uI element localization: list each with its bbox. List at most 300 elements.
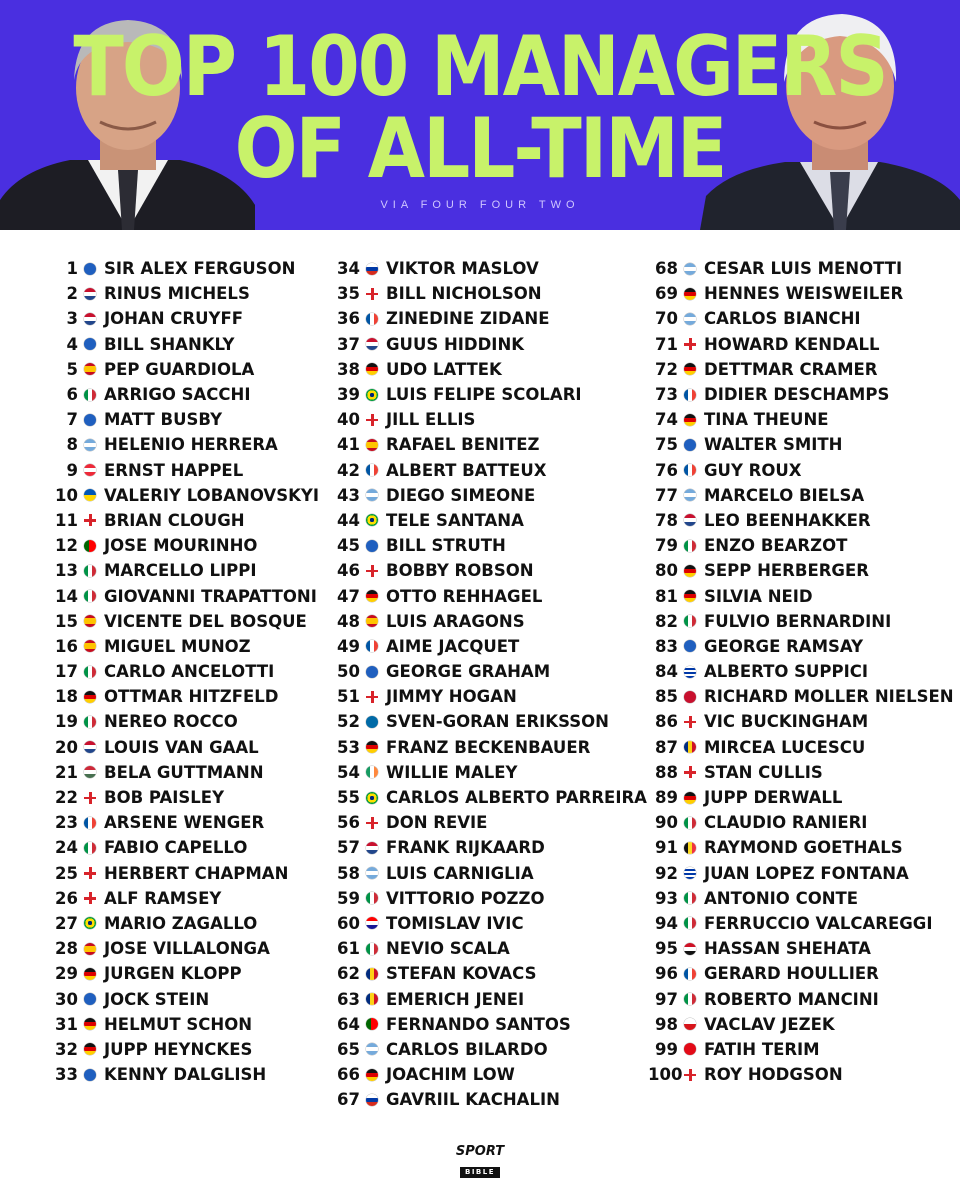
manager-name: JUPP DERWALL (704, 788, 843, 808)
manager-rank: 37 (337, 334, 360, 354)
country-flag-icon (684, 514, 696, 526)
country-flag-icon (84, 867, 96, 879)
manager-rank: 83 (655, 636, 678, 656)
manager-name: FRANK RIJKAARD (386, 838, 545, 858)
country-flag-icon (684, 917, 696, 929)
manager-name: ARSENE WENGER (104, 813, 265, 833)
manager-rank: 46 (337, 561, 360, 581)
country-flag-icon (684, 338, 696, 350)
country-flag-icon (366, 666, 378, 678)
manager-row (330, 986, 647, 1011)
manager-name: FATIH TERIM (704, 1039, 820, 1059)
manager-rank: 82 (655, 611, 678, 631)
manager-rank: 48 (337, 611, 360, 631)
manager-row (330, 684, 647, 709)
header-banner (0, 0, 960, 230)
manager-row (648, 281, 954, 306)
manager-rank: 97 (655, 989, 678, 1009)
manager-row (48, 1037, 319, 1062)
manager-rank: 93 (655, 888, 678, 908)
manager-rank: 22 (55, 788, 78, 808)
country-flag-icon (366, 590, 378, 602)
manager-name: DIEGO SIMEONE (386, 485, 536, 505)
manager-row (330, 558, 647, 583)
manager-name: JURGEN KLOPP (104, 964, 242, 984)
manager-rank: 80 (655, 561, 678, 581)
country-flag-icon (366, 514, 378, 526)
manager-row (330, 382, 647, 407)
manager-name: SVEN-GORAN ERIKSSON (386, 712, 609, 732)
manager-row (48, 533, 319, 558)
manager-row (648, 709, 954, 734)
manager-name: DIDIER DESCHAMPS (704, 385, 890, 405)
manager-rank: 15 (55, 611, 78, 631)
manager-name: FABIO CAPELLO (104, 838, 248, 858)
manager-row (48, 256, 319, 281)
manager-name: RICHARD MOLLER NIELSEN (704, 687, 954, 707)
manager-rank: 73 (655, 385, 678, 405)
manager-rank: 2 (66, 284, 78, 304)
country-flag-icon (684, 867, 696, 879)
manager-row (48, 835, 319, 860)
manager-row (330, 886, 647, 911)
manager-row (48, 961, 319, 986)
manager-name: HOWARD KENDALL (704, 334, 880, 354)
manager-row (648, 407, 954, 432)
manager-name: JOACHIM LOW (386, 1065, 515, 1085)
title-line-1: TOP 100 MANAGERS (73, 18, 887, 116)
manager-row (48, 659, 319, 684)
manager-rank: 98 (655, 1014, 678, 1034)
manager-row (48, 357, 319, 382)
manager-rank: 30 (55, 989, 78, 1009)
manager-row (648, 332, 954, 357)
manager-row (48, 709, 319, 734)
manager-rank: 67 (337, 1090, 360, 1110)
country-flag-icon (366, 741, 378, 753)
manager-rank: 95 (655, 939, 678, 959)
manager-row (48, 986, 319, 1011)
manager-name: HASSAN SHEHATA (704, 939, 871, 959)
country-flag-icon (366, 968, 378, 980)
manager-row (648, 306, 954, 331)
manager-row (648, 458, 954, 483)
manager-rank: 99 (655, 1039, 678, 1059)
country-flag-icon (684, 313, 696, 325)
manager-row (48, 861, 319, 886)
manager-name: ROY HODGSON (704, 1065, 843, 1085)
manager-rank: 31 (55, 1014, 78, 1034)
manager-name: NEREO ROCCO (104, 712, 238, 732)
manager-name: JUPP HEYNCKES (104, 1039, 253, 1059)
manager-row (48, 281, 319, 306)
manager-row (330, 936, 647, 961)
country-flag-icon (684, 540, 696, 552)
manager-row (48, 936, 319, 961)
manager-row (330, 508, 647, 533)
country-flag-icon (684, 792, 696, 804)
manager-name: VACLAV JEZEK (704, 1014, 835, 1034)
manager-name: BELA GUTTMANN (104, 762, 264, 782)
country-flag-icon (684, 716, 696, 728)
manager-name: LOUIS VAN GAAL (104, 737, 259, 757)
country-flag-icon (84, 313, 96, 325)
manager-name: BRIAN CLOUGH (104, 510, 245, 530)
manager-rank: 34 (337, 259, 360, 279)
manager-rank: 5 (66, 359, 78, 379)
country-flag-icon (84, 288, 96, 300)
manager-row (330, 483, 647, 508)
country-flag-icon (366, 716, 378, 728)
manager-row (648, 735, 954, 760)
manager-name: GERARD HOULLIER (704, 964, 879, 984)
manager-rank: 28 (55, 939, 78, 959)
manager-row (648, 432, 954, 457)
manager-row (330, 634, 647, 659)
manager-rank: 54 (337, 762, 360, 782)
manager-rank: 16 (55, 636, 78, 656)
logo-top-text: SPORT (455, 1144, 505, 1159)
country-flag-icon (366, 464, 378, 476)
manager-rank: 23 (55, 813, 78, 833)
manager-rank: 84 (655, 662, 678, 682)
manager-name: HELENIO HERRERA (104, 435, 278, 455)
manager-row (48, 306, 319, 331)
country-flag-icon (366, 313, 378, 325)
manager-name: BILL NICHOLSON (386, 284, 542, 304)
manager-rank: 100 (648, 1065, 683, 1085)
country-flag-icon (84, 540, 96, 552)
manager-row (648, 357, 954, 382)
manager-row (648, 1062, 954, 1087)
manager-rank: 85 (655, 687, 678, 707)
manager-name: JOSE VILLALONGA (104, 939, 270, 959)
manager-rank: 57 (337, 838, 360, 858)
manager-name: LEO BEENHAKKER (704, 510, 871, 530)
country-flag-icon (84, 263, 96, 275)
manager-rank: 90 (655, 813, 678, 833)
manager-rank: 78 (655, 510, 678, 530)
country-flag-icon (684, 615, 696, 627)
country-flag-icon (84, 716, 96, 728)
manager-rank: 75 (655, 435, 678, 455)
country-flag-icon (684, 1043, 696, 1055)
manager-row (330, 1037, 647, 1062)
country-flag-icon (684, 640, 696, 652)
manager-name: JILL ELLIS (386, 410, 476, 430)
manager-row (648, 760, 954, 785)
manager-row (330, 306, 647, 331)
manager-row (648, 886, 954, 911)
manager-rank: 13 (55, 561, 78, 581)
manager-rank: 63 (337, 989, 360, 1009)
country-flag-icon (366, 792, 378, 804)
country-flag-icon (684, 414, 696, 426)
manager-name: PEP GUARDIOLA (104, 359, 255, 379)
manager-name: ARRIGO SACCHI (104, 385, 251, 405)
country-flag-icon (684, 389, 696, 401)
manager-row (330, 810, 647, 835)
manager-rank: 6 (66, 385, 78, 405)
manager-row (330, 760, 647, 785)
manager-row (48, 634, 319, 659)
country-flag-icon (84, 439, 96, 451)
country-flag-icon (84, 1043, 96, 1055)
manager-row (48, 1062, 319, 1087)
manager-row (48, 810, 319, 835)
manager-name: GEORGE RAMSAY (704, 636, 864, 656)
manager-rank: 55 (337, 788, 360, 808)
manager-column-3 (648, 256, 954, 1087)
manager-row (48, 886, 319, 911)
manager-name: MARCELLO LIPPI (104, 561, 257, 581)
manager-name: JOSE MOURINHO (104, 536, 258, 556)
manager-row (48, 458, 319, 483)
manager-row (648, 634, 954, 659)
manager-name: OTTMAR HITZFELD (104, 687, 279, 707)
manager-rank: 35 (337, 284, 360, 304)
manager-name: BOB PAISLEY (104, 788, 225, 808)
manager-name: CESAR LUIS MENOTTI (704, 259, 903, 279)
manager-name: JIMMY HOGAN (386, 687, 517, 707)
manager-rank: 21 (55, 762, 78, 782)
manager-name: SEPP HERBERGER (704, 561, 869, 581)
manager-row (48, 735, 319, 760)
manager-row (648, 936, 954, 961)
manager-rank: 10 (55, 485, 78, 505)
manager-row (648, 483, 954, 508)
manager-rank: 52 (337, 712, 360, 732)
country-flag-icon (366, 414, 378, 426)
country-flag-icon (684, 666, 696, 678)
country-flag-icon (84, 565, 96, 577)
manager-row (48, 508, 319, 533)
manager-name: DETTMAR CRAMER (704, 359, 878, 379)
manager-name: CARLOS BILARDO (386, 1039, 548, 1059)
manager-row (330, 609, 647, 634)
manager-name: LUIS FELIPE SCOLARI (386, 385, 582, 405)
manager-row (330, 407, 647, 432)
country-flag-icon (684, 817, 696, 829)
manager-rank: 53 (337, 737, 360, 757)
manager-row (648, 861, 954, 886)
country-flag-icon (366, 1018, 378, 1030)
manager-rank: 25 (55, 863, 78, 883)
manager-row (48, 609, 319, 634)
country-flag-icon (366, 1094, 378, 1106)
country-flag-icon (366, 817, 378, 829)
manager-name: SILVIA NEID (704, 586, 813, 606)
manager-row (648, 986, 954, 1011)
manager-name: FULVIO BERNARDINI (704, 611, 892, 631)
manager-rank: 58 (337, 863, 360, 883)
manager-rank: 65 (337, 1039, 360, 1059)
manager-row (648, 911, 954, 936)
country-flag-icon (84, 363, 96, 375)
manager-name: JOHAN CRUYFF (104, 309, 244, 329)
manager-row (648, 961, 954, 986)
manager-name: JUAN LOPEZ FONTANA (704, 863, 909, 883)
manager-rank: 60 (337, 913, 360, 933)
manager-name: FERNANDO SANTOS (386, 1014, 571, 1034)
country-flag-icon (84, 1018, 96, 1030)
country-flag-icon (84, 842, 96, 854)
manager-row (330, 432, 647, 457)
country-flag-icon (366, 489, 378, 501)
manager-name: UDO LATTEK (386, 359, 502, 379)
country-flag-icon (84, 892, 96, 904)
manager-name: VIKTOR MASLOV (386, 259, 539, 279)
country-flag-icon (366, 540, 378, 552)
manager-row (648, 508, 954, 533)
manager-name: WILLIE MALEY (386, 762, 518, 782)
manager-name: AIME JACQUET (386, 636, 520, 656)
manager-name: ALBERT BATTEUX (386, 460, 547, 480)
manager-rank: 88 (655, 762, 678, 782)
manager-row (48, 583, 319, 608)
manager-row (330, 735, 647, 760)
country-flag-icon (84, 968, 96, 980)
sport-bible-logo (455, 1145, 505, 1175)
manager-rank: 43 (337, 485, 360, 505)
manager-row (330, 533, 647, 558)
manager-rank: 41 (337, 435, 360, 455)
manager-name: VIC BUCKINGHAM (704, 712, 869, 732)
country-flag-icon (84, 691, 96, 703)
country-flag-icon (84, 414, 96, 426)
manager-name: SIR ALEX FERGUSON (104, 259, 296, 279)
manager-rank: 64 (337, 1014, 360, 1034)
manager-row (330, 583, 647, 608)
country-flag-icon (366, 1069, 378, 1081)
country-flag-icon (366, 288, 378, 300)
manager-name: KENNY DALGLISH (104, 1065, 267, 1085)
manager-name: LUIS CARNIGLIA (386, 863, 534, 883)
manager-rank: 19 (55, 712, 78, 732)
manager-row (330, 835, 647, 860)
country-flag-icon (84, 943, 96, 955)
country-flag-icon (366, 565, 378, 577)
manager-row (48, 332, 319, 357)
country-flag-icon (84, 993, 96, 1005)
manager-row (648, 583, 954, 608)
country-flag-icon (366, 766, 378, 778)
manager-rank: 49 (337, 636, 360, 656)
manager-row (48, 382, 319, 407)
manager-name: FRANZ BECKENBAUER (386, 737, 591, 757)
manager-row (330, 709, 647, 734)
manager-row (648, 810, 954, 835)
manager-row (330, 911, 647, 936)
manager-rank: 29 (55, 964, 78, 984)
manager-name: GUUS HIDDINK (386, 334, 525, 354)
manager-rank: 69 (655, 284, 678, 304)
manager-rank: 96 (655, 964, 678, 984)
manager-row (648, 558, 954, 583)
manager-name: MARIO ZAGALLO (104, 913, 258, 933)
manager-name: HELMUT SCHON (104, 1014, 253, 1034)
country-flag-icon (84, 514, 96, 526)
manager-row (48, 785, 319, 810)
manager-row (648, 256, 954, 281)
manager-rank: 39 (337, 385, 360, 405)
country-flag-icon (366, 892, 378, 904)
country-flag-icon (84, 817, 96, 829)
manager-rank: 91 (655, 838, 678, 858)
manager-row (330, 281, 647, 306)
manager-rank: 40 (337, 410, 360, 430)
manager-name: OTTO REHHAGEL (386, 586, 543, 606)
manager-name: RINUS MICHELS (104, 284, 250, 304)
manager-name: MARCELO BIELSA (704, 485, 865, 505)
manager-column-2 (330, 256, 647, 1112)
manager-rank: 42 (337, 460, 360, 480)
country-flag-icon (366, 867, 378, 879)
manager-rank: 51 (337, 687, 360, 707)
country-flag-icon (84, 766, 96, 778)
manager-row (330, 1012, 647, 1037)
manager-name: ANTONIO CONTE (704, 888, 859, 908)
country-flag-icon (84, 640, 96, 652)
manager-rank: 72 (655, 359, 678, 379)
manager-row (330, 659, 647, 684)
manager-name: CARLOS BIANCHI (704, 309, 861, 329)
manager-rank: 1 (66, 259, 78, 279)
logo-bottom-text: BIBLE (460, 1167, 500, 1178)
manager-row (48, 407, 319, 432)
manager-rank: 81 (655, 586, 678, 606)
manager-name: JOCK STEIN (104, 989, 210, 1009)
country-flag-icon (366, 389, 378, 401)
manager-rank: 62 (337, 964, 360, 984)
manager-name: LUIS ARAGONS (386, 611, 525, 631)
manager-row (648, 785, 954, 810)
manager-rank: 86 (655, 712, 678, 732)
country-flag-icon (84, 489, 96, 501)
country-flag-icon (84, 666, 96, 678)
country-flag-icon (366, 263, 378, 275)
manager-name: HENNES WEISWEILER (704, 284, 904, 304)
manager-rank: 27 (55, 913, 78, 933)
manager-name: STAN CULLIS (704, 762, 823, 782)
manager-name: ALF RAMSEY (104, 888, 222, 908)
manager-name: GIOVANNI TRAPATTONI (104, 586, 317, 606)
manager-name: ALBERTO SUPPICI (704, 662, 868, 682)
manager-rank: 20 (55, 737, 78, 757)
country-flag-icon (366, 842, 378, 854)
manager-rank: 11 (55, 510, 78, 530)
country-flag-icon (684, 464, 696, 476)
manager-rank: 38 (337, 359, 360, 379)
manager-row (48, 911, 319, 936)
country-flag-icon (84, 1069, 96, 1081)
manager-name: VITTORIO POZZO (386, 888, 545, 908)
manager-rank: 44 (337, 510, 360, 530)
manager-row (648, 609, 954, 634)
manager-rank: 87 (655, 737, 678, 757)
manager-row (330, 458, 647, 483)
manager-name: CARLOS ALBERTO PARREIRA (386, 788, 647, 808)
manager-row (648, 1037, 954, 1062)
country-flag-icon (684, 439, 696, 451)
country-flag-icon (366, 1043, 378, 1055)
title-line-2: OF ALL-TIME (234, 100, 726, 198)
manager-name: FERRUCCIO VALCAREGGI (704, 913, 933, 933)
manager-rank: 45 (337, 536, 360, 556)
manager-rank: 24 (55, 838, 78, 858)
manager-rank: 92 (655, 863, 678, 883)
country-flag-icon (684, 943, 696, 955)
